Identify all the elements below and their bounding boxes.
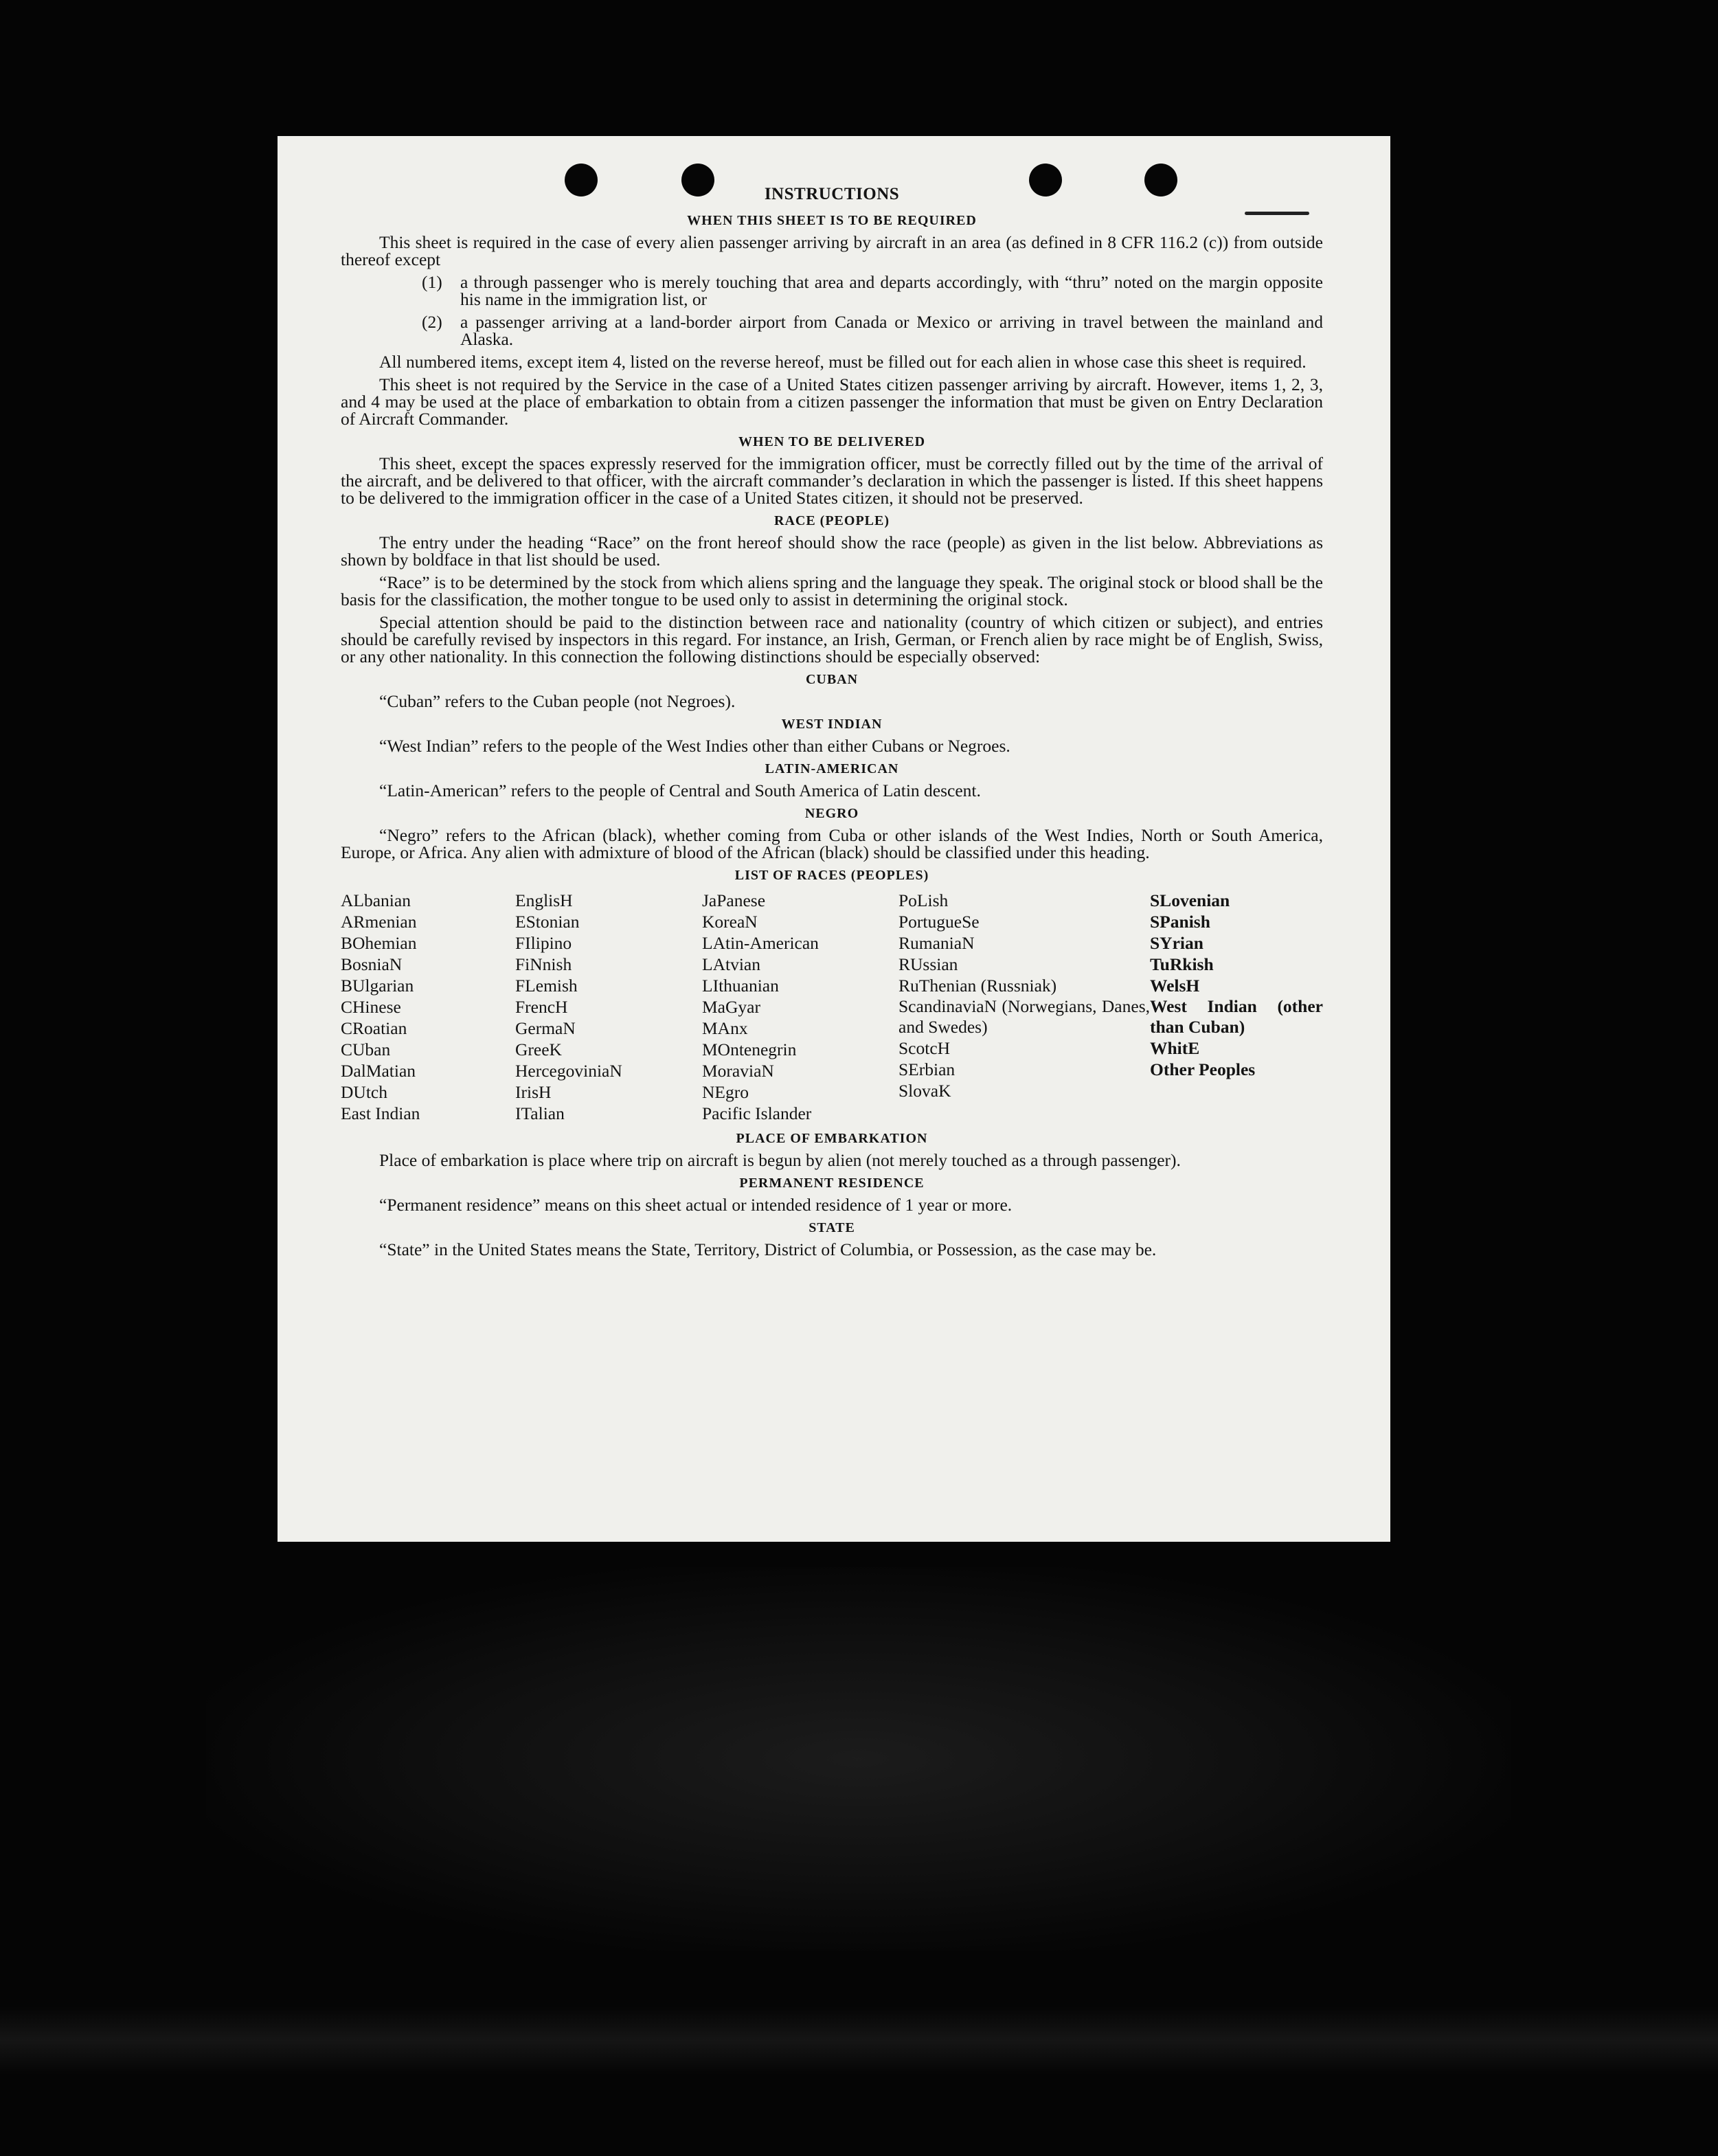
punch-hole: [565, 164, 598, 196]
exception-text: a passenger arriving at a land-border airport from Canada or Mexico or arriving in travel between the mainland and Alaska.: [460, 312, 1323, 349]
section-heading-when-delivered: WHEN TO BE DELIVERED: [738, 434, 926, 449]
paragraph: Place of embarkation is place where trip on aircraft is begun by alien (not merely touched as a through passenger).: [379, 1150, 1181, 1170]
race-entry: ScandinaviaN (Norwegians, Danes, and Swedes): [898, 996, 1150, 1037]
race-entry: RUssian: [898, 954, 958, 974]
race-entry: SYrian: [1150, 933, 1203, 953]
section-heading-negro: NEGRO: [804, 806, 859, 821]
paragraph: This sheet is not required by the Service in the case of a United States citizen passenger arriving by aircraft. However, items 1, 2, 3, and 4 may be used at the place of embarkation to obtain from a citizen passenger the information that must be given on Entry Declaration of Aircraft Commander.: [341, 374, 1323, 429]
scan-background-shadow: [206, 1567, 1511, 1951]
race-entry: ITalian: [515, 1103, 565, 1123]
race-entry: SlovaK: [898, 1081, 951, 1101]
race-entry: FLemish: [515, 976, 578, 996]
punch-hole: [1029, 164, 1062, 196]
section-heading-state: STATE: [809, 1220, 855, 1235]
paragraph: “West Indian” refers to the people of the West Indies other than either Cubans or Negroes.: [379, 736, 1010, 756]
exception-item: [422, 273, 1323, 308]
race-entry: PortugueSe: [898, 912, 980, 932]
races-column: [341, 890, 515, 1124]
races-list: [341, 890, 1323, 1124]
race-entry: JaPanese: [702, 890, 766, 910]
instruction-sheet: [278, 136, 1390, 1542]
races-column: [1150, 890, 1323, 1124]
paragraph: “Cuban” refers to the Cuban people (not Negroes).: [379, 691, 736, 711]
pen-mark: [1245, 212, 1309, 215]
race-entry: GermaN: [515, 1018, 576, 1038]
race-entry: EStonian: [515, 912, 580, 932]
race-entry: ALbanian: [341, 890, 411, 910]
race-entry: RumaniaN: [898, 933, 975, 953]
race-entry: MoraviaN: [702, 1061, 774, 1081]
scan-background-band: [0, 2006, 1718, 2075]
exception-item: [422, 313, 1323, 348]
race-entry: MOntenegrin: [702, 1040, 797, 1059]
section-heading-residence: PERMANENT RESIDENCE: [739, 1176, 925, 1191]
race-entry: DalMatian: [341, 1061, 416, 1081]
paragraph: All numbered items, except item 4, listed on the reverse hereof, must be filled out for each alien in whose case this sheet is required.: [379, 352, 1307, 372]
race-entry: FIlipino: [515, 933, 572, 953]
paragraph: “Latin-American” refers to the people of Central and South America of Latin descent.: [379, 781, 981, 800]
race-entry: TuRkish: [1150, 954, 1214, 974]
race-entry: NEgro: [702, 1082, 749, 1102]
race-entry: ARmenian: [341, 912, 417, 932]
exception-number: (1): [422, 272, 442, 292]
section-heading-latin-american: LATIN-AMERICAN: [765, 761, 899, 776]
race-entry: MaGyar: [702, 997, 760, 1017]
race-entry: BosniaN: [341, 954, 403, 974]
race-entry: Other Peoples: [1150, 1059, 1256, 1079]
race-entry: ScotcH: [898, 1038, 951, 1058]
paragraph: “State” in the United States means the State, Territory, District of Columbia, or Possession, as the case may be.: [379, 1239, 1157, 1259]
race-entry: BOhemian: [341, 933, 417, 953]
race-entry: FiNnish: [515, 954, 572, 974]
race-entry: WhitE: [1150, 1038, 1200, 1058]
race-entry: BUlgarian: [341, 976, 414, 996]
paragraph: This sheet, except the spaces expressly reserved for the immigration officer, must be correctly filled out by the time of the arrival of the aircraft, and be delivered to that officer, with the aircraft commander’s declaration in which the passenger is listed. If this sheet happens to be delivered to the immigration officer in the case of a United States citizen, it should not be preserved.: [341, 453, 1323, 508]
race-entry: FrencH: [515, 997, 568, 1017]
exception-number: (2): [422, 312, 442, 332]
section-heading-race: RACE (PEOPLE): [774, 513, 890, 528]
race-entry: HercegoviniaN: [515, 1061, 622, 1081]
paragraph: “Race” is to be determined by the stock from which aliens spring and the language they speak. The original stock or blood shall be the basis for the classification, the mother tongue to be used only to assist in determining the original stock.: [341, 572, 1323, 609]
punch-hole: [681, 164, 714, 196]
page-title: INSTRUCTIONS: [764, 185, 900, 203]
race-entry: MAnx: [702, 1018, 748, 1038]
paragraph: This sheet is required in the case of every alien passenger arriving by aircraft in an area (as defined in 8 CFR 116.2 (c)) from outside thereof except: [341, 232, 1323, 269]
section-heading-races-list: LIST OF RACES (PEOPLES): [734, 868, 929, 883]
section-heading-embarkation: PLACE OF EMBARKATION: [736, 1131, 928, 1146]
section-heading-west-indian: WEST INDIAN: [781, 717, 883, 732]
race-entry: SErbian: [898, 1059, 956, 1079]
race-entry: LAtin-American: [702, 933, 819, 953]
races-column: [702, 890, 898, 1124]
race-entry: PoLish: [898, 890, 949, 910]
punch-hole: [1144, 164, 1177, 196]
race-entry: RuThenian (Russniak): [898, 976, 1057, 996]
paragraph: Special attention should be paid to the distinction between race and nationality (country of which citizen or subject), and entries should be carefully revised by inspectors in this regard. For instance, an Irish, German, or French alien by race might be of English, Swiss, or any other nationality. In this connection the following distinctions should be especially observed:: [341, 612, 1323, 666]
race-entry: WelsH: [1150, 976, 1200, 996]
race-entry: CRoatian: [341, 1018, 407, 1038]
race-entry: East Indian: [341, 1103, 420, 1123]
race-entry: KoreaN: [702, 912, 758, 932]
race-entry: Pacific Islander: [702, 1103, 812, 1123]
race-entry: West Indian (other than Cuban): [1150, 996, 1323, 1037]
race-entry: DUtch: [341, 1082, 387, 1102]
race-entry: IrisH: [515, 1082, 552, 1102]
races-column: [515, 890, 702, 1124]
section-heading-cuban: CUBAN: [805, 672, 859, 687]
section-heading-when-required: WHEN THIS SHEET IS TO BE REQUIRED: [687, 213, 977, 228]
race-entry: SPanish: [1150, 912, 1210, 932]
race-entry: CUban: [341, 1040, 391, 1059]
race-entry: EnglisH: [515, 890, 573, 910]
races-column: [898, 890, 1150, 1124]
race-entry: SLovenian: [1150, 890, 1230, 910]
race-entry: CHinese: [341, 997, 401, 1017]
exception-text: a through passenger who is merely touching that area and departs accordingly, with “thru” noted on the margin opposite his name in the immigration list, or: [460, 272, 1323, 309]
race-entry: LAtvian: [702, 954, 760, 974]
race-entry: LIthuanian: [702, 976, 779, 996]
paragraph: The entry under the heading “Race” on the front hereof should show the race (people) as given in the list below. Abbreviations as shown by boldface in that list should be used.: [341, 532, 1323, 570]
race-entry: GreeK: [515, 1040, 562, 1059]
paragraph: “Permanent residence” means on this sheet actual or intended residence of 1 year or more.: [379, 1195, 1013, 1215]
paragraph: “Negro” refers to the African (black), whether coming from Cuba or other islands of the West Indies, North or South America, Europe, or Africa. Any alien with admixture of blood of the African (black) should be classified under this heading.: [341, 825, 1323, 862]
